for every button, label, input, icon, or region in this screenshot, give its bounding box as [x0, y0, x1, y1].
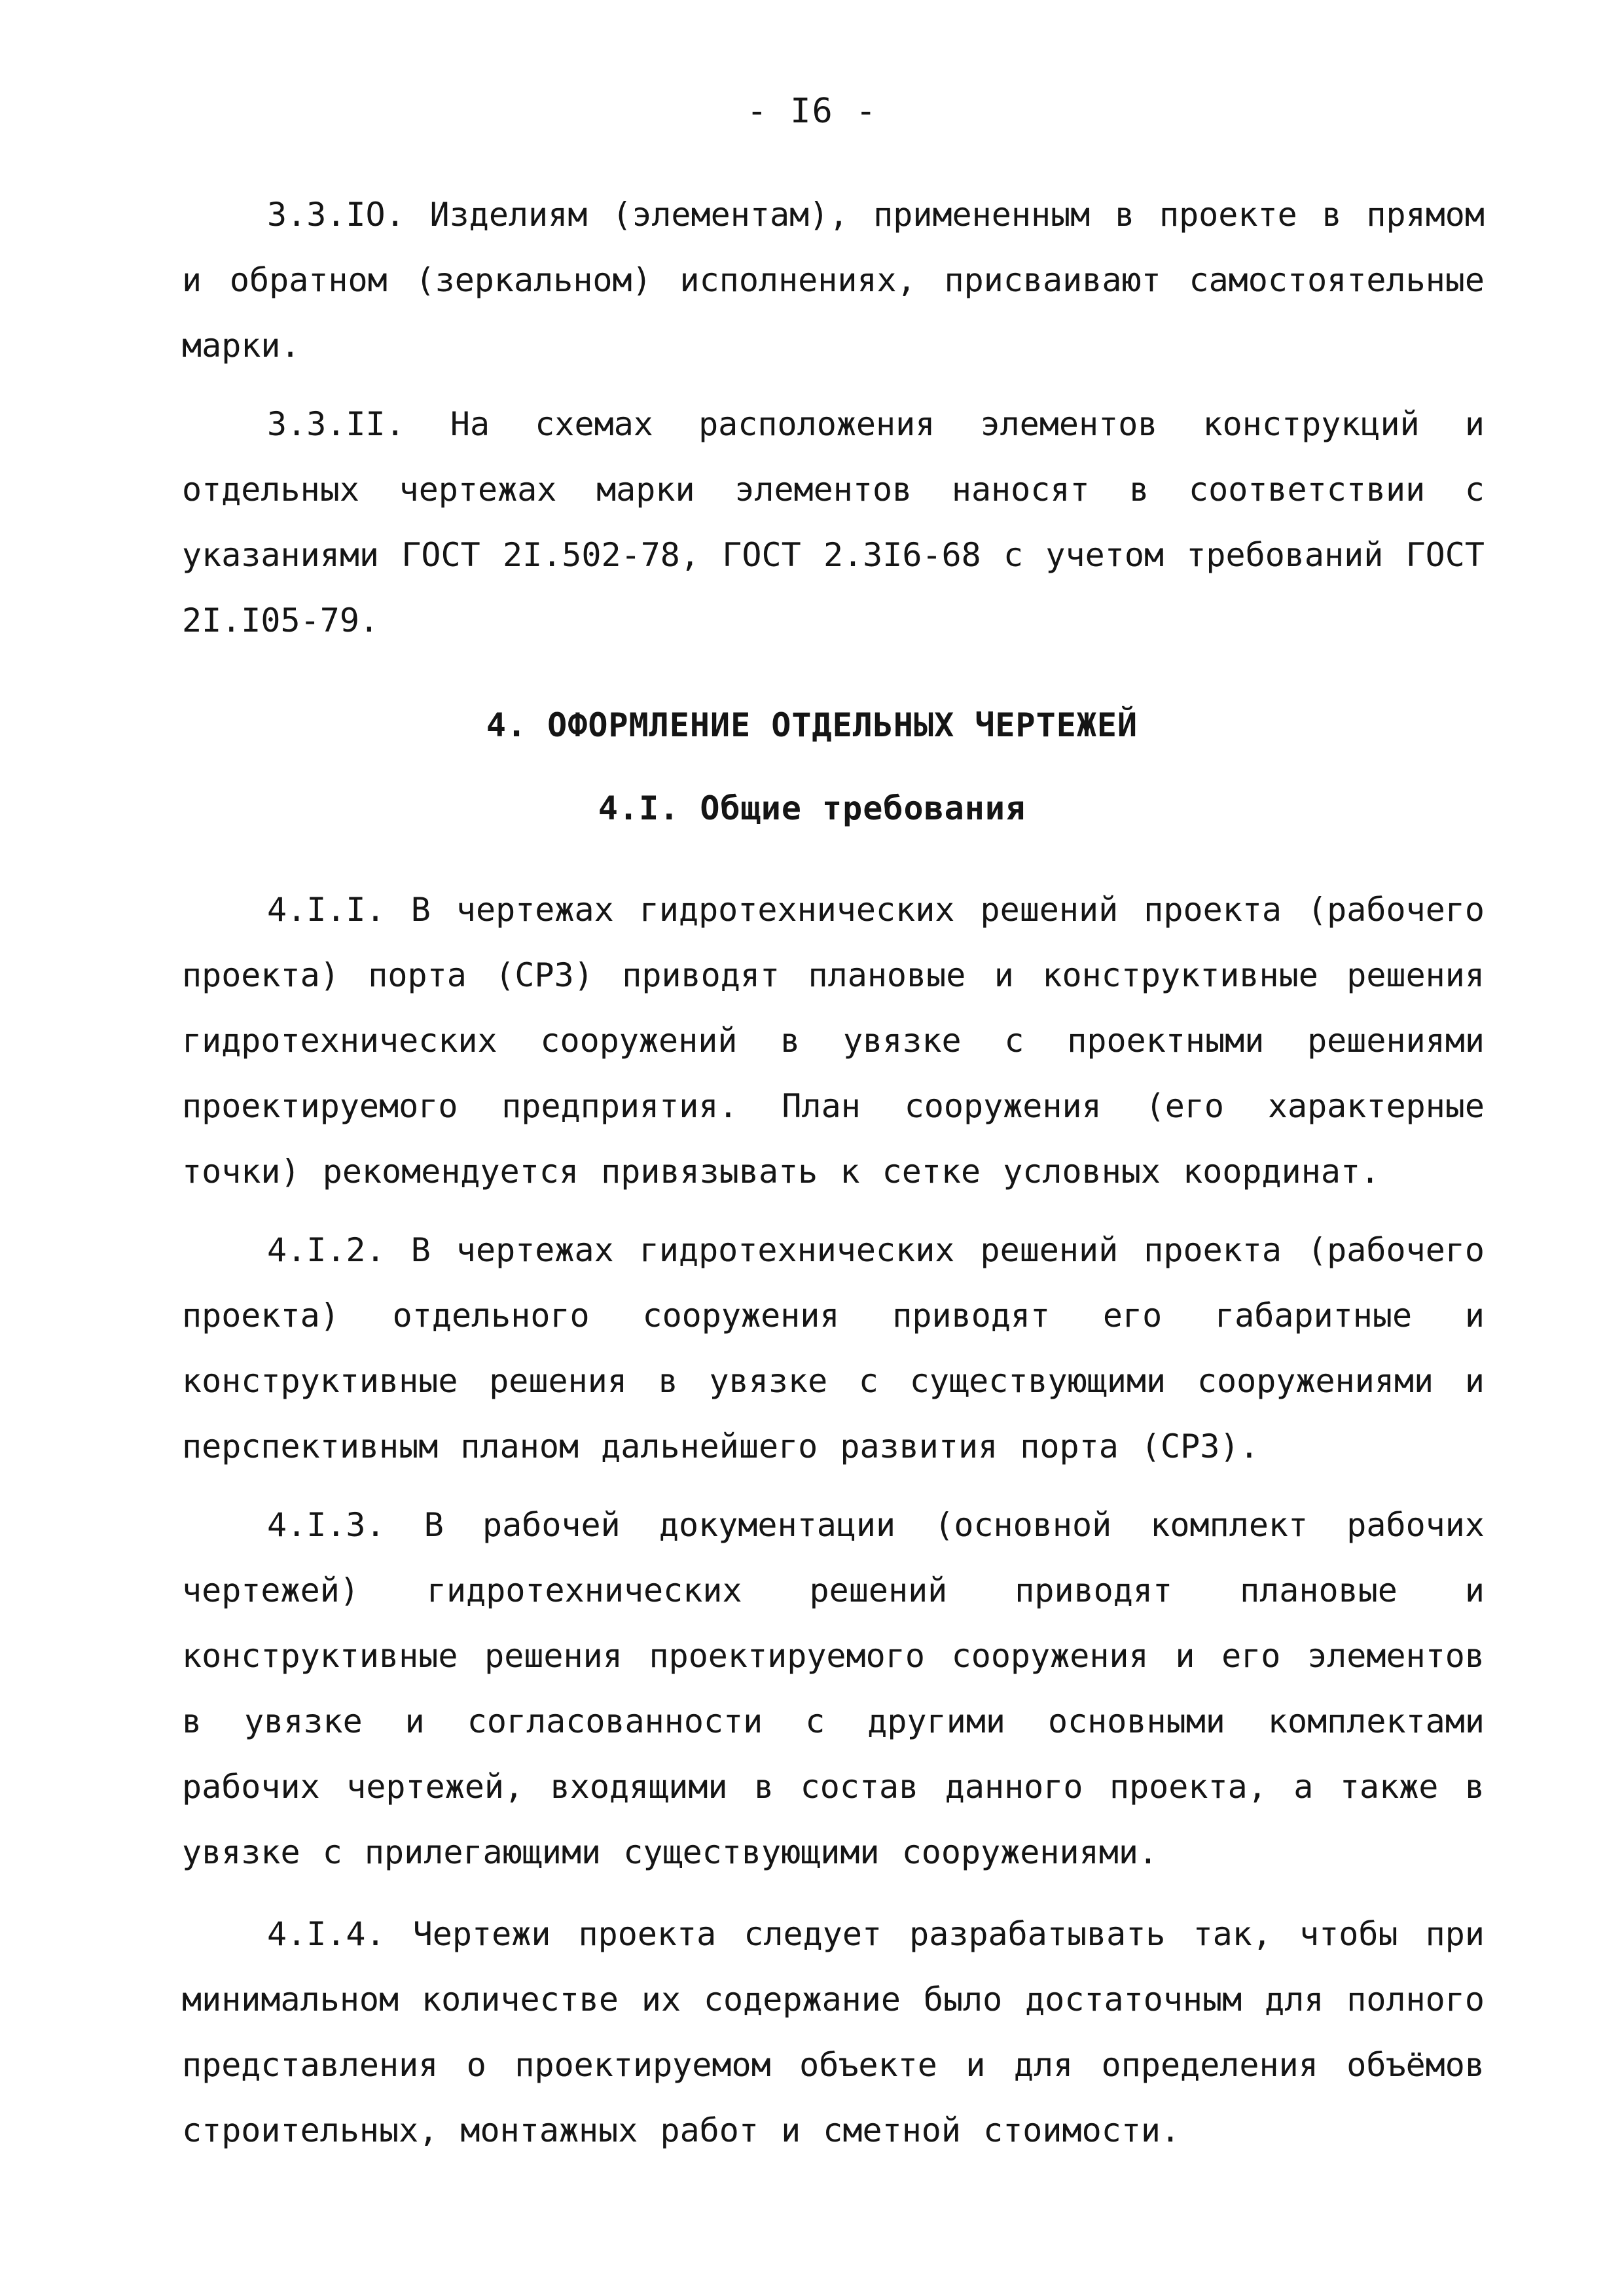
paragraph-3-3-10: 3.3.IО. Изделиям (элементам), примененным в проекте в прямом и обратном (зеркальном) исполнениях, присваивают самостоятельные марки.: [182, 196, 1485, 365]
paragraph-4-1-3: 4.I.3. В рабочей документации (основной комплект рабочих чертежей) гидротехнических решений приводят плановые и конструктивные решения проектируемого сооружения и его элементов в увязке и согласованности с другими основными комплектами рабочих чертежей, входящими в состав данного проекта, а также в увязке с прилегающими существующими сооружениями.: [182, 1506, 1485, 1871]
section-title: 4. ОФОРМЛЕНИЕ ОТДЕЛЬНЫХ ЧЕРТЕЖЕЙ: [486, 706, 1138, 744]
paragraph-3-3-11: 3.3.II. На схемах расположения элементов конструкций и отдельных чертежах марки элементов наносят в соответствии с указаниями ГОСТ 2I.502-78, ГОСТ 2.3I6-68 с учетом требований ГОСТ 2I.I05-79.: [182, 405, 1485, 639]
paragraph-4-1-2: 4.I.2. В чертежах гидротехнических решений проекта (рабочего проекта) отдельного сооружения приводят его габаритные и конструктивные решения в увязке с существующими сооружениями и перспективным планом дальнейшего развития порта (СРЗ).: [182, 1231, 1485, 1465]
paragraph-4-1-1: 4.I.I. В чертежах гидротехнических решений проекта (рабочего проекта) порта (СРЗ) приводят плановые и конструктивные решения гидротехнических сооружений в увязке с проектными решениями проектируемого предприятия. План сооружения (его характерные точки) рекомендуется привязывать к сетке условных координат.: [182, 891, 1485, 1191]
page-number: - I6 -: [746, 92, 878, 131]
subsection-title: 4.I. Общие требования: [598, 789, 1026, 827]
paragraph-4-1-4: 4.I.4. Чертежи проекта следует разрабатывать так, чтобы при минимальном количестве их содержание было достаточным для полного представления о проектируемом объекте и для определения объёмов строительных, монтажных работ и сметной стоимости.: [182, 1915, 1485, 2149]
